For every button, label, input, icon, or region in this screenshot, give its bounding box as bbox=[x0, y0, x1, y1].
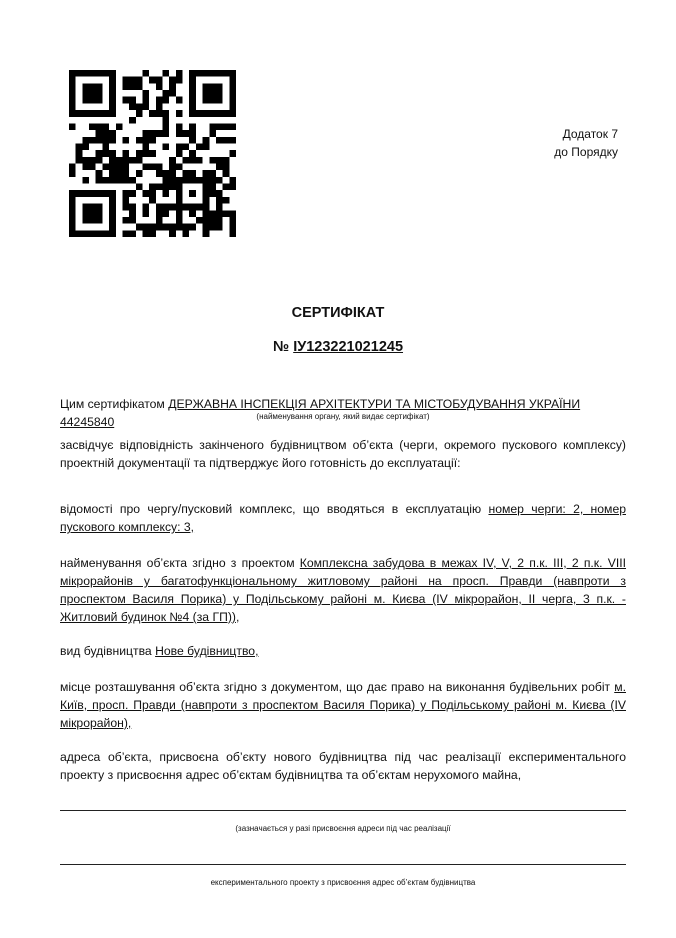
certificate-number bbox=[0, 339, 676, 355]
queue-info bbox=[60, 500, 626, 536]
object-name-suffix: , bbox=[235, 610, 240, 624]
queue-label: відомості про чергу/пусковий комплекс, що вводяться в експлуатацію bbox=[60, 502, 482, 516]
location-value: м. Київ, просп. Правди (навпроти з проспектом Василя Порика) у Подільському районі м. Києва (IV мікрорайон), bbox=[60, 680, 626, 730]
construction-type-value: Нове будівництво, bbox=[155, 644, 259, 658]
number-value: ІУ123221021245 bbox=[293, 339, 404, 355]
location-info bbox=[60, 678, 626, 732]
object-name-info bbox=[60, 554, 626, 626]
address-info: адреса об’єкта, присвоєна об’єкту нового будівництва під час реалізації експериментального проекту з присвоєння адрес об’єктам будівництва та об’єктам нерухомого майна, bbox=[60, 750, 626, 782]
object-name-label: найменування об’єкта згідно з проектом bbox=[60, 556, 295, 570]
queue-value: номер черги: 2, номер пускового комплексу: 3, bbox=[60, 502, 626, 534]
qr-code-icon bbox=[69, 70, 236, 237]
address-caption-2: експериментального проекту з присвоєння адрес об’єктам будівництва bbox=[210, 878, 476, 887]
issuer-prefix: Цим сертифікатом bbox=[60, 397, 165, 411]
construction-type-label: вид будівництва bbox=[60, 644, 152, 658]
number-prefix: № bbox=[272, 339, 290, 355]
object-name-value: Комплексна забудова в межах IV, V, 2 п.к. III, 2 п.к. VIII мікрорайонів у багатофункціональному житловому районі на просп. Правди (навпроти з проспектом Василя Порика) у Подільському районі м. Києва (IV мікрорайон, II черга, 3 п.к. - Житловий будинок №4 (за ГП)) bbox=[60, 556, 627, 624]
address-caption-1: (зазначається у разі присвоєння адреси під час реалізації bbox=[235, 824, 451, 833]
location-label: місце розташування об’єкта згідно з документом, що дає право на виконання будівельних робіт bbox=[60, 680, 611, 694]
construction-type-info bbox=[60, 642, 626, 660]
annex-line-2: до Порядку bbox=[554, 145, 618, 159]
annex-line-1: Додаток 7 bbox=[562, 127, 618, 141]
certificate-title: СЕРТИФІКАТ bbox=[291, 305, 385, 321]
issuer-name: ДЕРЖАВНА ІНСПЕКЦІЯ АРХІТЕКТУРИ ТА МІСТОБУДУВАННЯ УКРАЇНИ 44245840 bbox=[60, 397, 581, 429]
annex-reference bbox=[554, 125, 618, 161]
address-line-2 bbox=[60, 864, 626, 865]
issuer-caption: (найменування органу, який видає сертифікат) bbox=[256, 412, 430, 421]
address-line-1 bbox=[60, 810, 626, 811]
confirmation-text: засвідчує відповідність закінченого будівництвом об’єкта (черги, окремого пускового комплексу) проектній документації та підтверджує його готовність до експлуатації: bbox=[60, 438, 626, 470]
